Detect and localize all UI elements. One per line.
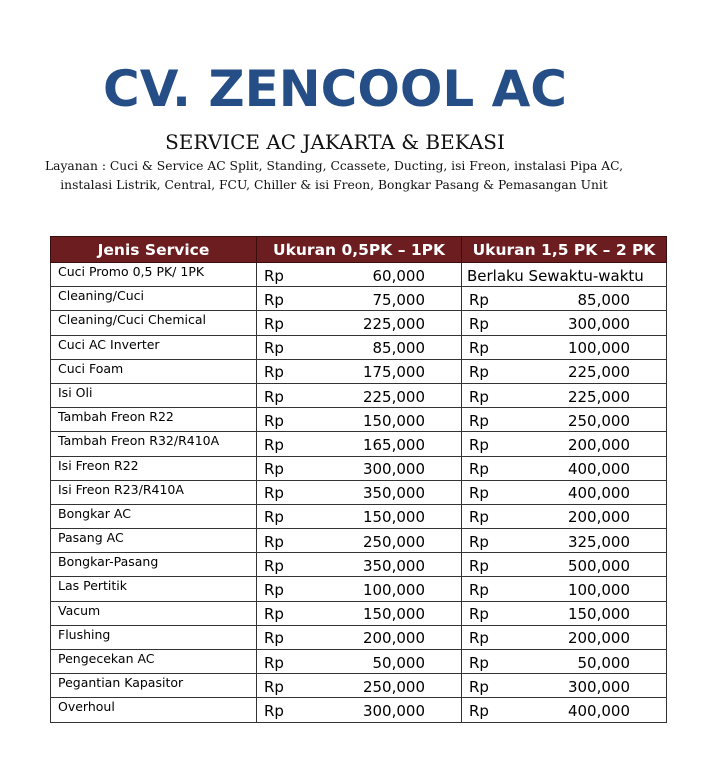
services-description: Layanan : Cuci & Service AC Split, Standing, Ccassete, Ducting, isi Freon, instalasi Pipa AC, instalasi Listrik, Central, FCU, Chiller & isi Freon, Bongkar Pasang & Pemasangan Unit	[44, 159, 624, 192]
service-name: Isi Oli	[51, 383, 257, 407]
price-small: 150,000	[362, 508, 425, 527]
price-large: 400,000	[567, 460, 630, 479]
price-small: 250,000	[362, 677, 425, 696]
currency-label: Rp	[264, 460, 284, 479]
currency-label: Rp	[264, 701, 284, 720]
service-name: Flushing	[51, 625, 257, 649]
service-name: Pegantian Kapasitor	[51, 674, 257, 698]
table-row	[51, 311, 667, 335]
service-name: Overhoul	[51, 698, 257, 722]
currency-label: Rp	[264, 411, 284, 430]
service-name: Cuci Promo 0,5 PK/ 1PK	[51, 263, 257, 287]
table-row	[51, 287, 667, 311]
table-row	[51, 504, 667, 528]
currency-label: Rp	[469, 605, 489, 624]
price-large-cell	[462, 287, 667, 311]
price-small: 50,000	[372, 653, 425, 672]
table-row	[51, 335, 667, 359]
table-row	[51, 698, 667, 722]
price-small: 350,000	[362, 556, 425, 575]
price-large: 100,000	[567, 581, 630, 600]
price-large: 200,000	[567, 435, 630, 454]
price-small-cell	[257, 311, 462, 335]
service-name: Bongkar-Pasang	[51, 553, 257, 577]
price-large: 225,000	[567, 363, 630, 382]
currency-label: Rp	[264, 581, 284, 600]
price-large-cell	[462, 625, 667, 649]
currency-label: Rp	[469, 532, 489, 551]
price-small-cell	[257, 698, 462, 722]
price-large: 85,000	[577, 290, 630, 309]
price-large-cell	[462, 432, 667, 456]
price-small-cell	[257, 408, 462, 432]
currency-label: Rp	[469, 484, 489, 503]
price-large-cell	[462, 456, 667, 480]
currency-label: Rp	[469, 581, 489, 600]
price-small: 175,000	[362, 363, 425, 382]
currency-label: Rp	[469, 290, 489, 309]
price-large: 325,000	[567, 532, 630, 551]
price-large-cell	[462, 650, 667, 674]
price-small-cell	[257, 480, 462, 504]
price-small: 85,000	[372, 339, 425, 358]
currency-label: Rp	[469, 556, 489, 575]
price-small-cell	[257, 456, 462, 480]
table-row	[51, 650, 667, 674]
price-large-cell	[462, 504, 667, 528]
price-small-cell	[257, 359, 462, 383]
price-small: 300,000	[362, 701, 425, 720]
price-small-cell	[257, 577, 462, 601]
price-small: 150,000	[362, 411, 425, 430]
price-small: 350,000	[362, 484, 425, 503]
table-row	[51, 601, 667, 625]
price-large: 150,000	[567, 605, 630, 624]
currency-label: Rp	[469, 435, 489, 454]
table-row	[51, 408, 667, 432]
price-small-cell	[257, 674, 462, 698]
price-large: 400,000	[567, 484, 630, 503]
currency-label: Rp	[264, 629, 284, 648]
price-large: 400,000	[567, 701, 630, 720]
price-large: 500,000	[567, 556, 630, 575]
price-large-cell	[462, 480, 667, 504]
price-small-cell	[257, 553, 462, 577]
price-small: 150,000	[362, 605, 425, 624]
service-name: Bongkar AC	[51, 504, 257, 528]
price-small-cell	[257, 601, 462, 625]
price-small: 250,000	[362, 532, 425, 551]
currency-label: Rp	[264, 508, 284, 527]
currency-label: Rp	[469, 363, 489, 382]
currency-label: Rp	[264, 605, 284, 624]
price-large-cell	[462, 383, 667, 407]
service-name: Cleaning/Cuci	[51, 287, 257, 311]
service-name: Isi Freon R22	[51, 456, 257, 480]
table-row	[51, 359, 667, 383]
table-row	[51, 625, 667, 649]
table-row	[51, 456, 667, 480]
table-row	[51, 432, 667, 456]
price-large-cell	[462, 529, 667, 553]
currency-label: Rp	[469, 701, 489, 720]
table-row	[51, 263, 667, 287]
currency-label: Rp	[264, 435, 284, 454]
price-small: 165,000	[362, 435, 425, 454]
currency-label: Rp	[469, 411, 489, 430]
currency-label: Rp	[469, 460, 489, 479]
table-row	[51, 553, 667, 577]
currency-label: Rp	[469, 339, 489, 358]
company-title: CV. ZENCOOL AC	[103, 60, 567, 118]
service-name: Las Pertitik	[51, 577, 257, 601]
currency-label: Rp	[264, 266, 284, 285]
price-large: 100,000	[567, 339, 630, 358]
service-name: Pengecekan AC	[51, 650, 257, 674]
price-small: 60,000	[372, 266, 425, 285]
currency-label: Rp	[264, 387, 284, 406]
currency-label: Rp	[469, 629, 489, 648]
price-small: 225,000	[362, 387, 425, 406]
header-service-type: Jenis Service	[51, 237, 257, 263]
price-small-cell	[257, 287, 462, 311]
currency-label: Rp	[264, 532, 284, 551]
service-name: Cuci Foam	[51, 359, 257, 383]
promo-note: Berlaku Sewaktu-waktu	[467, 266, 644, 285]
price-small: 200,000	[362, 629, 425, 648]
currency-label: Rp	[469, 314, 489, 333]
price-large-cell	[462, 263, 667, 287]
price-large-cell	[462, 311, 667, 335]
table-row	[51, 529, 667, 553]
price-large: 300,000	[567, 314, 630, 333]
price-large: 200,000	[567, 508, 630, 527]
price-large: 225,000	[567, 387, 630, 406]
currency-label: Rp	[469, 508, 489, 527]
price-large-cell	[462, 359, 667, 383]
price-large: 50,000	[577, 653, 630, 672]
price-large-cell	[462, 408, 667, 432]
currency-label: Rp	[469, 653, 489, 672]
price-small: 300,000	[362, 460, 425, 479]
price-small-cell	[257, 625, 462, 649]
price-small-cell	[257, 529, 462, 553]
table-row	[51, 674, 667, 698]
price-table	[50, 236, 667, 723]
currency-label: Rp	[469, 387, 489, 406]
price-small-cell	[257, 650, 462, 674]
service-name: Isi Freon R23/R410A	[51, 480, 257, 504]
price-small: 100,000	[362, 581, 425, 600]
currency-label: Rp	[264, 290, 284, 309]
price-small: 75,000	[372, 290, 425, 309]
price-large-cell	[462, 553, 667, 577]
company-tagline: SERVICE AC JAKARTA & BEKASI	[165, 130, 505, 154]
price-small-cell	[257, 335, 462, 359]
price-small-cell	[257, 504, 462, 528]
price-small-cell	[257, 383, 462, 407]
price-large-cell	[462, 674, 667, 698]
currency-label: Rp	[264, 556, 284, 575]
table-row	[51, 577, 667, 601]
service-name: Tambah Freon R32/R410A	[51, 432, 257, 456]
price-large: 200,000	[567, 629, 630, 648]
currency-label: Rp	[264, 484, 284, 503]
price-small: 225,000	[362, 314, 425, 333]
service-name: Pasang AC	[51, 529, 257, 553]
currency-label: Rp	[264, 314, 284, 333]
price-large-cell	[462, 577, 667, 601]
price-large-cell	[462, 698, 667, 722]
service-name: Vacum	[51, 601, 257, 625]
price-large: 300,000	[567, 677, 630, 696]
service-name: Cleaning/Cuci Chemical	[51, 311, 257, 335]
price-table-body	[51, 263, 667, 723]
header-size-small: Ukuran 0,5PK – 1PK	[257, 237, 462, 263]
price-large-cell	[462, 335, 667, 359]
currency-label: Rp	[264, 339, 284, 358]
currency-label: Rp	[264, 677, 284, 696]
service-name: Cuci AC Inverter	[51, 335, 257, 359]
table-header-row	[51, 237, 667, 263]
price-large: 250,000	[567, 411, 630, 430]
price-large-cell	[462, 601, 667, 625]
table-row	[51, 480, 667, 504]
table-row	[51, 383, 667, 407]
header-size-large: Ukuran 1,5 PK – 2 PK	[462, 237, 667, 263]
currency-label: Rp	[264, 653, 284, 672]
price-small-cell	[257, 263, 462, 287]
price-small-cell	[257, 432, 462, 456]
currency-label: Rp	[264, 363, 284, 382]
currency-label: Rp	[469, 677, 489, 696]
service-name: Tambah Freon R22	[51, 408, 257, 432]
